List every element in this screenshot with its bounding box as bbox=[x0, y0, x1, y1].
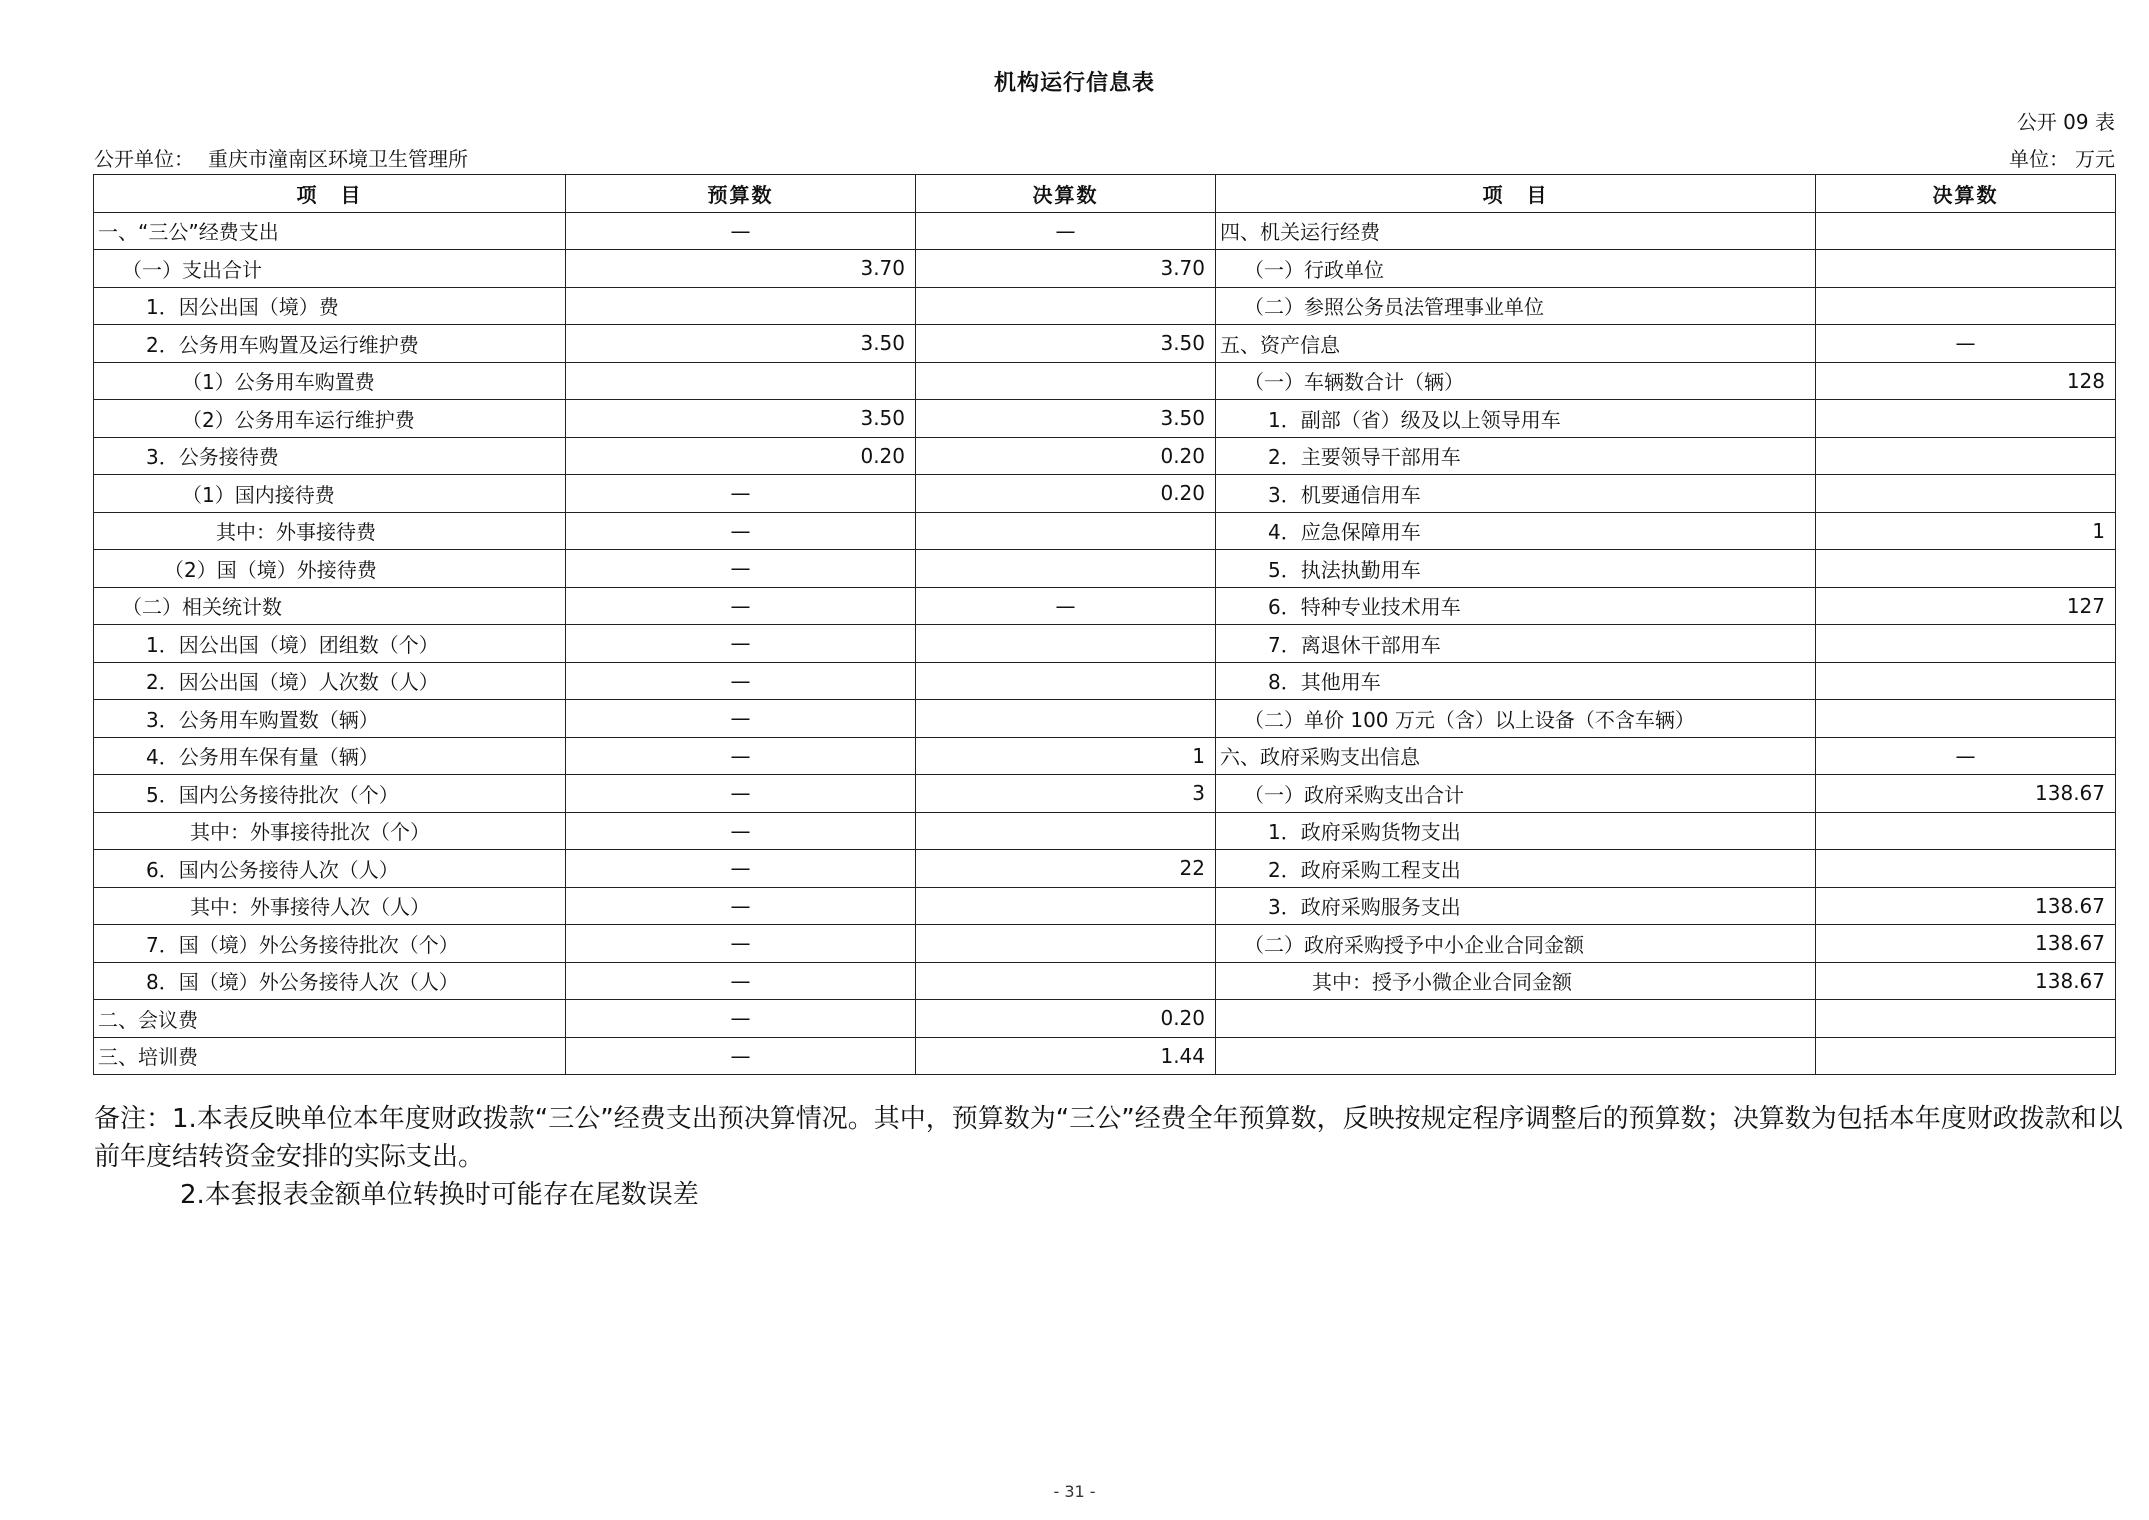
budget-cell: — bbox=[566, 850, 916, 888]
row-label-left: （2）国（境）外接待费 bbox=[94, 550, 566, 588]
row-label-right: 1．政府采购货物支出 bbox=[1216, 812, 1816, 850]
final-cell-right: 128 bbox=[1816, 362, 2116, 400]
final-cell-right: 127 bbox=[1816, 587, 2116, 625]
row-label-right: （二）政府采购授予中小企业合同金额 bbox=[1216, 925, 1816, 963]
header-budget: 预算数 bbox=[566, 175, 916, 213]
final-cell: — bbox=[916, 587, 1216, 625]
row-label-left: 5．国内公务接待批次（个） bbox=[94, 775, 566, 813]
unit-label: 公开单位： bbox=[94, 147, 194, 171]
remark-line-2: 2.本套报表金额单位转换时可能存在尾数误差 bbox=[180, 1180, 699, 1210]
row-label-left: 其中：外事接待批次（个） bbox=[94, 812, 566, 850]
budget-cell: — bbox=[566, 962, 916, 1000]
final-cell bbox=[916, 287, 1216, 325]
budget-cell: 3.70 bbox=[566, 250, 916, 288]
budget-cell: — bbox=[566, 212, 916, 250]
row-label-right: 五、资产信息 bbox=[1216, 325, 1816, 363]
final-cell-right bbox=[1816, 850, 2116, 888]
final-cell bbox=[916, 362, 1216, 400]
final-cell bbox=[916, 700, 1216, 738]
final-cell bbox=[916, 625, 1216, 663]
final-cell-right: 138.67 bbox=[1816, 775, 2116, 813]
final-cell: 0.20 bbox=[916, 437, 1216, 475]
final-cell-right: — bbox=[1816, 737, 2116, 775]
row-label-left: 一、“三公”经费支出 bbox=[94, 212, 566, 250]
budget-cell: — bbox=[566, 587, 916, 625]
header-item-right: 项 目 bbox=[1216, 175, 1816, 213]
final-cell-right bbox=[1816, 1037, 2116, 1075]
final-cell-right bbox=[1816, 250, 2116, 288]
row-label-left: 6．国内公务接待人次（人） bbox=[94, 850, 566, 888]
table-row bbox=[94, 1000, 2116, 1038]
row-label-right: （二）参照公务员法管理事业单位 bbox=[1216, 287, 1816, 325]
currency-unit bbox=[2009, 143, 2115, 172]
budget-cell: — bbox=[566, 475, 916, 513]
row-label-left: （一）支出合计 bbox=[94, 250, 566, 288]
budget-cell: — bbox=[566, 1000, 916, 1038]
row-label-left: 8．国（境）外公务接待人次（人） bbox=[94, 962, 566, 1000]
final-cell-right bbox=[1816, 400, 2116, 438]
row-label-right: 2．政府采购工程支出 bbox=[1216, 850, 1816, 888]
row-label-right: （一）政府采购支出合计 bbox=[1216, 775, 1816, 813]
table-row bbox=[94, 737, 2116, 775]
row-label-right: 3．政府采购服务支出 bbox=[1216, 887, 1816, 925]
reporting-unit bbox=[94, 143, 468, 172]
table-row bbox=[94, 850, 2116, 888]
final-cell-right bbox=[1816, 475, 2116, 513]
row-label-right: 4．应急保障用车 bbox=[1216, 512, 1816, 550]
budget-cell: — bbox=[566, 775, 916, 813]
final-cell-right: 138.67 bbox=[1816, 962, 2116, 1000]
table-row bbox=[94, 362, 2116, 400]
final-cell: 3 bbox=[916, 775, 1216, 813]
budget-cell: — bbox=[566, 512, 916, 550]
row-label-left: 2．因公出国（境）人次数（人） bbox=[94, 662, 566, 700]
row-label-left: （1）国内接待费 bbox=[94, 475, 566, 513]
row-label-left: 2．公务用车购置及运行维护费 bbox=[94, 325, 566, 363]
final-cell-right: 1 bbox=[1816, 512, 2116, 550]
row-label-left: 1．因公出国（境）费 bbox=[94, 287, 566, 325]
table-row bbox=[94, 662, 2116, 700]
final-cell-right bbox=[1816, 625, 2116, 663]
final-cell-right bbox=[1816, 287, 2116, 325]
budget-cell: 3.50 bbox=[566, 325, 916, 363]
row-label-left: 4．公务用车保有量（辆） bbox=[94, 737, 566, 775]
row-label-left: 其中：外事接待费 bbox=[94, 512, 566, 550]
table-row bbox=[94, 1037, 2116, 1075]
final-cell-right bbox=[1816, 550, 2116, 588]
table-row bbox=[94, 925, 2116, 963]
final-cell: 3.50 bbox=[916, 325, 1216, 363]
row-label-left: 3．公务接待费 bbox=[94, 437, 566, 475]
final-cell-right: 138.67 bbox=[1816, 887, 2116, 925]
budget-cell: — bbox=[566, 737, 916, 775]
row-label-right: （二）单价 100 万元（含）以上设备（不含车辆） bbox=[1216, 700, 1816, 738]
budget-cell bbox=[566, 362, 916, 400]
table-row bbox=[94, 587, 2116, 625]
row-label-left: （2）公务用车运行维护费 bbox=[94, 400, 566, 438]
row-label-right: 8．其他用车 bbox=[1216, 662, 1816, 700]
row-label-right: （一）行政单位 bbox=[1216, 250, 1816, 288]
header-item-left: 项 目 bbox=[94, 175, 566, 213]
budget-cell: — bbox=[566, 625, 916, 663]
currency-label: 单位： bbox=[2009, 147, 2069, 171]
final-cell-right bbox=[1816, 812, 2116, 850]
final-cell-right bbox=[1816, 1000, 2116, 1038]
row-label-right: 1．副部（省）级及以上领导用车 bbox=[1216, 400, 1816, 438]
form-code: 公开 09 表 bbox=[2016, 110, 2115, 134]
budget-cell: — bbox=[566, 700, 916, 738]
final-cell bbox=[916, 662, 1216, 700]
budget-cell: 3.50 bbox=[566, 400, 916, 438]
table-row bbox=[94, 775, 2116, 813]
table-row bbox=[94, 550, 2116, 588]
final-cell: — bbox=[916, 212, 1216, 250]
final-cell-right bbox=[1816, 700, 2116, 738]
row-label-right: （一）车辆数合计（辆） bbox=[1216, 362, 1816, 400]
row-label-right: 四、机关运行经费 bbox=[1216, 212, 1816, 250]
final-cell bbox=[916, 512, 1216, 550]
row-label-left: 二、会议费 bbox=[94, 1000, 566, 1038]
table-row bbox=[94, 212, 2116, 250]
unit-row bbox=[94, 143, 2115, 172]
final-cell-right bbox=[1816, 437, 2116, 475]
row-label-left: 3．公务用车购置数（辆） bbox=[94, 700, 566, 738]
final-cell: 3.50 bbox=[916, 400, 1216, 438]
row-label-right: 六、政府采购支出信息 bbox=[1216, 737, 1816, 775]
table-row bbox=[94, 400, 2116, 438]
table-row bbox=[94, 512, 2116, 550]
row-label-right: 3．机要通信用车 bbox=[1216, 475, 1816, 513]
row-label-left: （1）公务用车购置费 bbox=[94, 362, 566, 400]
header-final-right: 决算数 bbox=[1816, 175, 2116, 213]
row-label-right: 5．执法执勤用车 bbox=[1216, 550, 1816, 588]
remarks bbox=[94, 1100, 2124, 1214]
table-row bbox=[94, 437, 2116, 475]
table-row bbox=[94, 475, 2116, 513]
final-cell bbox=[916, 550, 1216, 588]
final-cell: 3.70 bbox=[916, 250, 1216, 288]
final-cell-right bbox=[1816, 212, 2116, 250]
table-row bbox=[94, 812, 2116, 850]
budget-cell: — bbox=[566, 662, 916, 700]
operation-info-table bbox=[93, 174, 2116, 1075]
table-title: 机构运行信息表 bbox=[993, 71, 1155, 96]
table-row bbox=[94, 250, 2116, 288]
final-cell: 1 bbox=[916, 737, 1216, 775]
final-cell bbox=[916, 887, 1216, 925]
final-cell bbox=[916, 812, 1216, 850]
remark-line-1: 备注：1.本表反映单位本年度财政拨款“三公”经费支出预决算情况。其中，预算数为“三公”经费全年预算数，反映按规定程序调整后的预算数；决算数为包括本年度财政拨款和以前年度结转资金安排的实际支出。 bbox=[94, 1104, 2123, 1172]
budget-cell: — bbox=[566, 1037, 916, 1075]
table-header-row bbox=[94, 175, 2116, 213]
budget-cell: — bbox=[566, 925, 916, 963]
budget-cell: — bbox=[566, 812, 916, 850]
final-cell: 0.20 bbox=[916, 475, 1216, 513]
row-label-left: 其中：外事接待人次（人） bbox=[94, 887, 566, 925]
row-label-right: 其中：授予小微企业合同金额 bbox=[1216, 962, 1816, 1000]
row-label-left: （二）相关统计数 bbox=[94, 587, 566, 625]
final-cell bbox=[916, 925, 1216, 963]
row-label-right: 7．离退休干部用车 bbox=[1216, 625, 1816, 663]
row-label-left: 三、培训费 bbox=[94, 1037, 566, 1075]
final-cell: 0.20 bbox=[916, 1000, 1216, 1038]
final-cell-right bbox=[1816, 662, 2116, 700]
budget-cell: — bbox=[566, 550, 916, 588]
header-final-left: 决算数 bbox=[916, 175, 1216, 213]
table-row bbox=[94, 625, 2116, 663]
final-cell bbox=[916, 962, 1216, 1000]
page-number: - 31 - bbox=[1053, 1482, 1096, 1501]
budget-cell: 0.20 bbox=[566, 437, 916, 475]
row-label-right: 2．主要领导干部用车 bbox=[1216, 437, 1816, 475]
row-label-right: 6．特种专业技术用车 bbox=[1216, 587, 1816, 625]
table-row bbox=[94, 287, 2116, 325]
budget-cell: — bbox=[566, 887, 916, 925]
row-label-left: 7．国（境）外公务接待批次（个） bbox=[94, 925, 566, 963]
row-label-right bbox=[1216, 1000, 1816, 1038]
table-row bbox=[94, 962, 2116, 1000]
row-label-left: 1．因公出国（境）团组数（个） bbox=[94, 625, 566, 663]
table-row bbox=[94, 325, 2116, 363]
currency-unit-value: 万元 bbox=[2075, 147, 2115, 171]
final-cell: 22 bbox=[916, 850, 1216, 888]
final-cell: 1.44 bbox=[916, 1037, 1216, 1075]
final-cell-right: 138.67 bbox=[1816, 925, 2116, 963]
final-cell-right: — bbox=[1816, 325, 2116, 363]
row-label-right bbox=[1216, 1037, 1816, 1075]
unit-name: 重庆市潼南区环境卫生管理所 bbox=[208, 147, 468, 171]
table-row bbox=[94, 700, 2116, 738]
table-row bbox=[94, 887, 2116, 925]
budget-cell bbox=[566, 287, 916, 325]
